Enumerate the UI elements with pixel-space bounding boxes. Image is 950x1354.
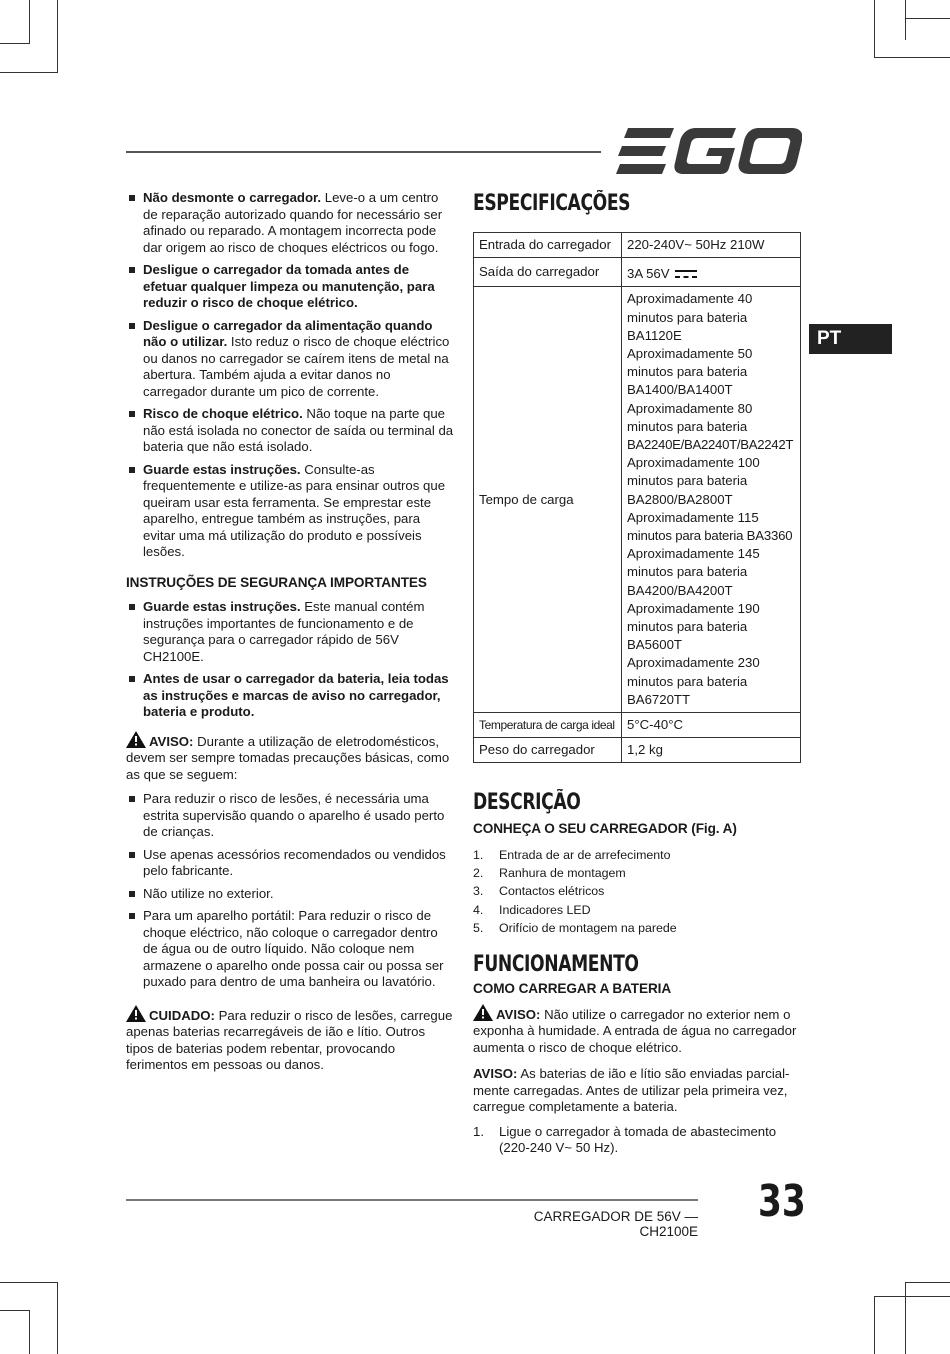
crop-mark bbox=[57, 1282, 58, 1354]
list-item: Desligue o carregador da alimentação quando não o utilizar. Isto reduz o risco de choque eléctrico ou danos no carregador se caírem itens de metal na abertura. Também ajuda a evitar danos no carregador durante um pico de corrente. bbox=[126, 318, 454, 401]
table-row bbox=[474, 738, 801, 763]
table-row bbox=[474, 287, 801, 713]
list-item: 5. Orifício de montagem na parede bbox=[473, 920, 677, 935]
crop-mark bbox=[874, 57, 950, 58]
header-rule bbox=[126, 151, 601, 153]
left-column bbox=[126, 190, 454, 1082]
crop-mark bbox=[29, 0, 30, 43]
list-item: Para um aparelho portátil: Para reduzir o risco de choque eléctrico, não coloque o carregador dentro de água ou de outro líquido. Não coloque nem armazene o aparelho onde possa cair ou possa ser puxado para dentro de uma banheira ou lavatório. bbox=[126, 908, 454, 991]
aviso-paragraph: AVISO: Não utilize o carregador no exterior nem o exponha à humidade. A entrada de água no carregador aumenta o risco de choque elétrico. bbox=[473, 1004, 803, 1057]
list-item: 3. Contactos elétricos bbox=[473, 884, 605, 899]
crop-mark bbox=[57, 0, 58, 73]
precaution-bullets bbox=[126, 791, 454, 991]
spec-label: Peso do carregador bbox=[474, 738, 622, 763]
description-title: DESCRIÇÃO bbox=[473, 790, 581, 816]
spec-label: Temperatura de carga ideal bbox=[474, 713, 622, 738]
description-subtitle: CONHEÇA O SEU CARREGADOR (Fig. A) bbox=[473, 821, 737, 837]
safety-heading: INSTRUÇÕES DE SEGURANÇA IMPORTANTES bbox=[126, 574, 427, 590]
crop-mark bbox=[874, 0, 875, 58]
crop-mark bbox=[874, 1296, 950, 1297]
crop-mark bbox=[905, 18, 950, 19]
safety-bullets-general bbox=[126, 190, 454, 561]
spec-value: 1,2 kg bbox=[622, 738, 801, 763]
steps-list bbox=[473, 1124, 803, 1157]
crop-mark bbox=[905, 1282, 950, 1283]
spec-value: 3A 56V bbox=[622, 258, 801, 287]
crop-mark bbox=[0, 1310, 30, 1311]
list-item: Guarde estas instruções. Este manual contém instruções importantes de funcionamento e de segurança para o carregador rápido de 56V CH2100E. bbox=[126, 599, 454, 665]
spec-title: ESPECIFICAÇÕES bbox=[473, 191, 631, 216]
crop-mark bbox=[874, 1296, 875, 1354]
list-item: Não desmonte o carregador. Leve-o a um centro de reparação autorizado quando for necessário ser afinado ou reparado. A montagem incorrecta pode dar origem ao risco de choques eléctricos ou fogo. bbox=[126, 190, 454, 256]
dc-symbol-icon bbox=[675, 269, 697, 279]
page-number: 33 bbox=[758, 1176, 806, 1227]
aviso-paragraph: AVISO: Durante a utilização de eletrodomésticos, devem ser sempre tomadas precauções básicas, como as que se seguem: bbox=[126, 731, 454, 784]
list-item: 1. Ligue o carregador à tomada de abastecimento (220-240 V~ 50 Hz). bbox=[473, 1123, 777, 1155]
parts-list bbox=[473, 846, 803, 937]
spec-label: Saída do carregador bbox=[474, 258, 622, 287]
list-item: Não utilize no exterior. bbox=[126, 886, 454, 903]
warning-icon bbox=[126, 731, 146, 748]
safety-bullets-important bbox=[126, 599, 454, 721]
table-row bbox=[474, 258, 801, 287]
list-item: 4. Indicadores LED bbox=[473, 902, 591, 917]
crop-mark bbox=[905, 0, 906, 40]
right-column bbox=[473, 190, 803, 1157]
list-item: 2. Ranhura de montagem bbox=[473, 866, 626, 881]
table-row bbox=[474, 713, 801, 738]
list-item: Antes de usar o carregador da bateria, leia todas as instruções e marcas de aviso no carregador, bateria e produto. bbox=[126, 671, 454, 721]
crop-mark bbox=[0, 1282, 58, 1283]
spec-value: 220-240V~ 50Hz 210W bbox=[622, 233, 801, 258]
list-item: Para reduzir o risco de lesões, é necessária uma estrita supervisão quando o aparelho é usado perto de crianças. bbox=[126, 791, 454, 841]
crop-mark bbox=[0, 43, 30, 44]
spec-table bbox=[473, 232, 801, 763]
crop-mark bbox=[29, 1310, 30, 1354]
operation-subtitle: COMO CARREGAR A BATERIA bbox=[473, 981, 672, 996]
cuidado-paragraph: CUIDADO: Para reduzir o risco de lesões, carregue apenas baterias recarregáveis de ião e lítio. Outros tipos de baterias podem rebentar, provocando ferimentos em pessoas ou danos. bbox=[126, 1005, 454, 1074]
table-row bbox=[474, 233, 801, 258]
footer-title: CARREGADOR DE 56V — CH2100E bbox=[533, 1209, 698, 1239]
warning-icon bbox=[473, 1004, 493, 1021]
footer-rule bbox=[126, 1199, 698, 1201]
crop-mark bbox=[0, 72, 58, 73]
spec-label: Entrada do carregador bbox=[474, 233, 622, 258]
ego-logo bbox=[616, 128, 802, 174]
list-item: Desligue o carregador da tomada antes de efetuar qualquer limpeza ou manutenção, para reduzir o risco de choque elétrico. bbox=[126, 262, 454, 312]
charge-time-values: Aproximadamente 40 minutos para bateria BA1120E Aproximadamente 50 minutos para bateria BA1400/BA1400T Aproximadamente 80 minutos para bateria BA2240E/BA2240T/BA2242T Aproximadamente 100 minutos para bateria BA2800/BA2800T Aproximadamente 115 minutos para bateria BA3360 Aproximadamente 145 minutos para bateria BA4200/BA4200T Aproximadamente 190 minutos para bateria BA5600T Aproximadamente 230 minutos para bateria BA6720TT bbox=[622, 287, 801, 713]
spec-label: Tempo de carga bbox=[474, 287, 622, 713]
spec-value: 5°C-40°C bbox=[622, 713, 801, 738]
list-item: Guarde estas instruções. Consulte-as frequentemente e utilize-as para ensinar outros que queiram usar esta ferramenta. Se emprestar este aparelho, entregue também as instruções, para evitar uma má utilização do produto e possíveis lesões. bbox=[126, 462, 454, 561]
list-item: Risco de choque elétrico. Não toque na parte que não está isolada no conector de saída ou terminal da bateria que não está isolado. bbox=[126, 406, 454, 456]
operation-title: FUNCIONAMENTO bbox=[473, 952, 639, 977]
crop-mark bbox=[905, 1282, 906, 1354]
list-item: 1. Entrada de ar de arrefecimento bbox=[473, 847, 671, 862]
language-tab: PT bbox=[809, 324, 892, 354]
list-item: Use apenas acessórios recomendados ou vendidos pelo fabricante. bbox=[126, 847, 454, 880]
aviso-paragraph: AVISO: As baterias de ião e lítio são enviadas parcial-mente carregadas. Antes de utilizar pela primeira vez, carregue completamente a bateria. bbox=[473, 1066, 790, 1114]
warning-icon bbox=[126, 1005, 146, 1022]
